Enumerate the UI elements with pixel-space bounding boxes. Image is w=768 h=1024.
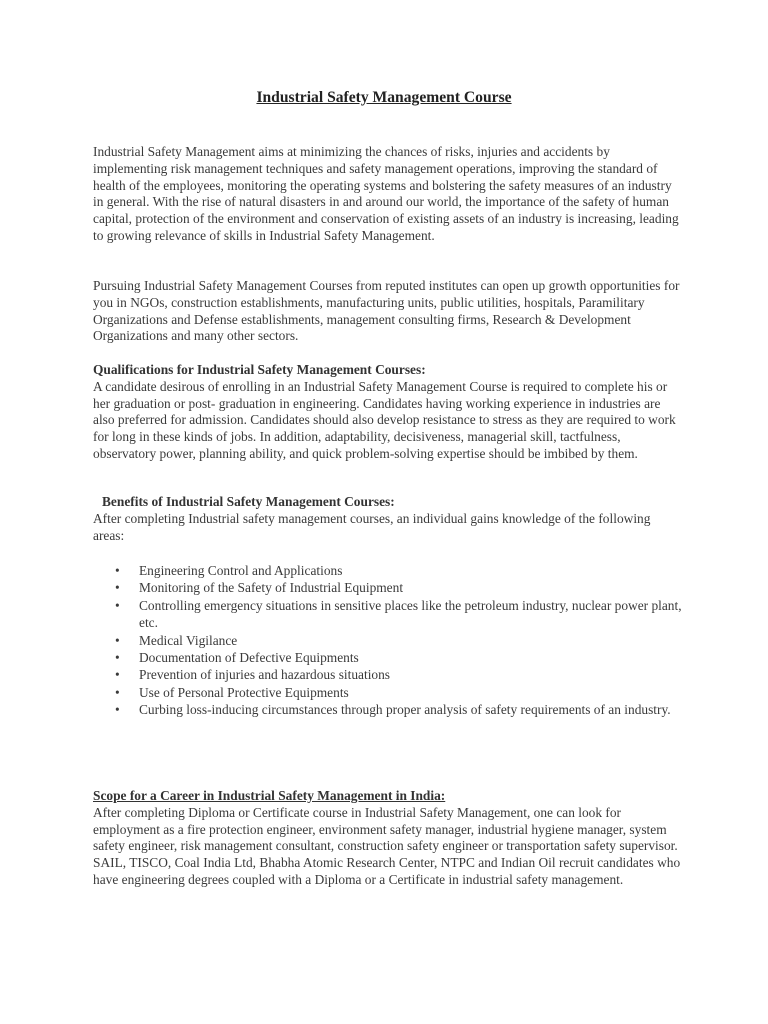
list-item-text: Documentation of Defective Equipments bbox=[139, 650, 359, 666]
bullet-icon: • bbox=[115, 650, 120, 666]
list-item bbox=[93, 562, 683, 579]
bullet-icon: • bbox=[115, 580, 120, 596]
qualifications-heading: Qualifications for Industrial Safety Management Courses: bbox=[93, 362, 426, 377]
list-item-text: Use of Personal Protective Equipments bbox=[139, 684, 349, 700]
list-item bbox=[93, 649, 683, 666]
intro-paragraph: Industrial Safety Management aims at minimizing the chances of risks, injuries and accidents by implementing risk management techniques and safety management operations, improving the standard of health of the employees, monitoring the operating systems and bolstering the safety measures of an industry in general. With the rise of natural disasters in and around our world, the importance of the safety of human capital, protection of the environment and conservation of existing assets of an industry is increasing, leading to growing relevance of skills in Industrial Safety Management. bbox=[93, 144, 679, 243]
list-item bbox=[93, 666, 683, 683]
scope-heading: Scope for a Career in Industrial Safety Management in India: bbox=[93, 788, 446, 803]
benefits-heading: Benefits of Industrial Safety Management Courses: bbox=[102, 494, 395, 509]
list-item bbox=[93, 684, 683, 701]
list-item-text: Curbing loss-inducing circumstances through proper analysis of safety requirements of an industry. bbox=[139, 702, 671, 718]
list-item-text: Prevention of injuries and hazardous situations bbox=[139, 667, 391, 683]
bullet-icon: • bbox=[115, 563, 120, 578]
list-item bbox=[93, 632, 683, 649]
pursuing-paragraph: Pursuing Industrial Safety Management Courses from reputed institutes can open up growth opportunities for you in NGOs, construction establishments, manufacturing units, public utilities, hospitals, Paramilitary Organizations and Defense establishments, management consulting firms, Research & Development Organizations and many other sectors. bbox=[93, 278, 680, 344]
qualifications-body: A candidate desirous of enrolling in an Industrial Safety Management Course is required to complete his or her graduation or post- graduation in engineering. Candidates having working experience in industries are also preferred for admission. Candidates should also develop resistance to stress as they are required to work for long in these kinds of jobs. In addition, adaptability, decisiveness, managerial skill, tactfulness, observatory power, planning ability, and quick problem-solving expertise should be imbibed by them. bbox=[93, 378, 676, 461]
list-item-text: Controlling emergency situations in sensitive places like the petroleum industry, nuclear power plant, etc. bbox=[139, 597, 682, 631]
list-item-text: Engineering Control and Applications bbox=[139, 563, 343, 578]
list-item bbox=[93, 701, 683, 718]
list-item bbox=[93, 579, 683, 596]
scope-body: After completing Diploma or Certificate course in Industrial Safety Management, one can look for employment as a fire protection engineer, environment safety manager, industrial hygiene manager, system safety engineer, risk management consultant, construction safety engineer or transportation safety supervisor. SAIL, TISCO, Coal India Ltd, Bhabha Atomic Research Center, NTPC and Indian Oil recruit candidates who have engineering degrees coupled with a Diploma or a Certificate in industrial safety management. bbox=[93, 804, 681, 887]
bullet-icon: • bbox=[115, 684, 120, 700]
bullet-icon: • bbox=[115, 667, 120, 683]
list-item-text: Monitoring of the Safety of Industrial Equipment bbox=[139, 580, 404, 596]
qualifications-section bbox=[93, 362, 683, 463]
list-item bbox=[93, 597, 683, 632]
list-item-text: Medical Vigilance bbox=[139, 632, 238, 648]
benefits-list bbox=[93, 562, 683, 719]
document-title: Industrial Safety Management Course bbox=[256, 89, 512, 106]
scope-section bbox=[93, 788, 683, 889]
bullet-icon: • bbox=[115, 632, 120, 648]
benefits-intro: After completing Industrial safety management courses, an individual gains knowledge of the following areas: bbox=[93, 510, 651, 543]
bullet-icon: • bbox=[115, 597, 120, 613]
benefits-section bbox=[93, 494, 683, 544]
bullet-icon: • bbox=[115, 702, 120, 718]
